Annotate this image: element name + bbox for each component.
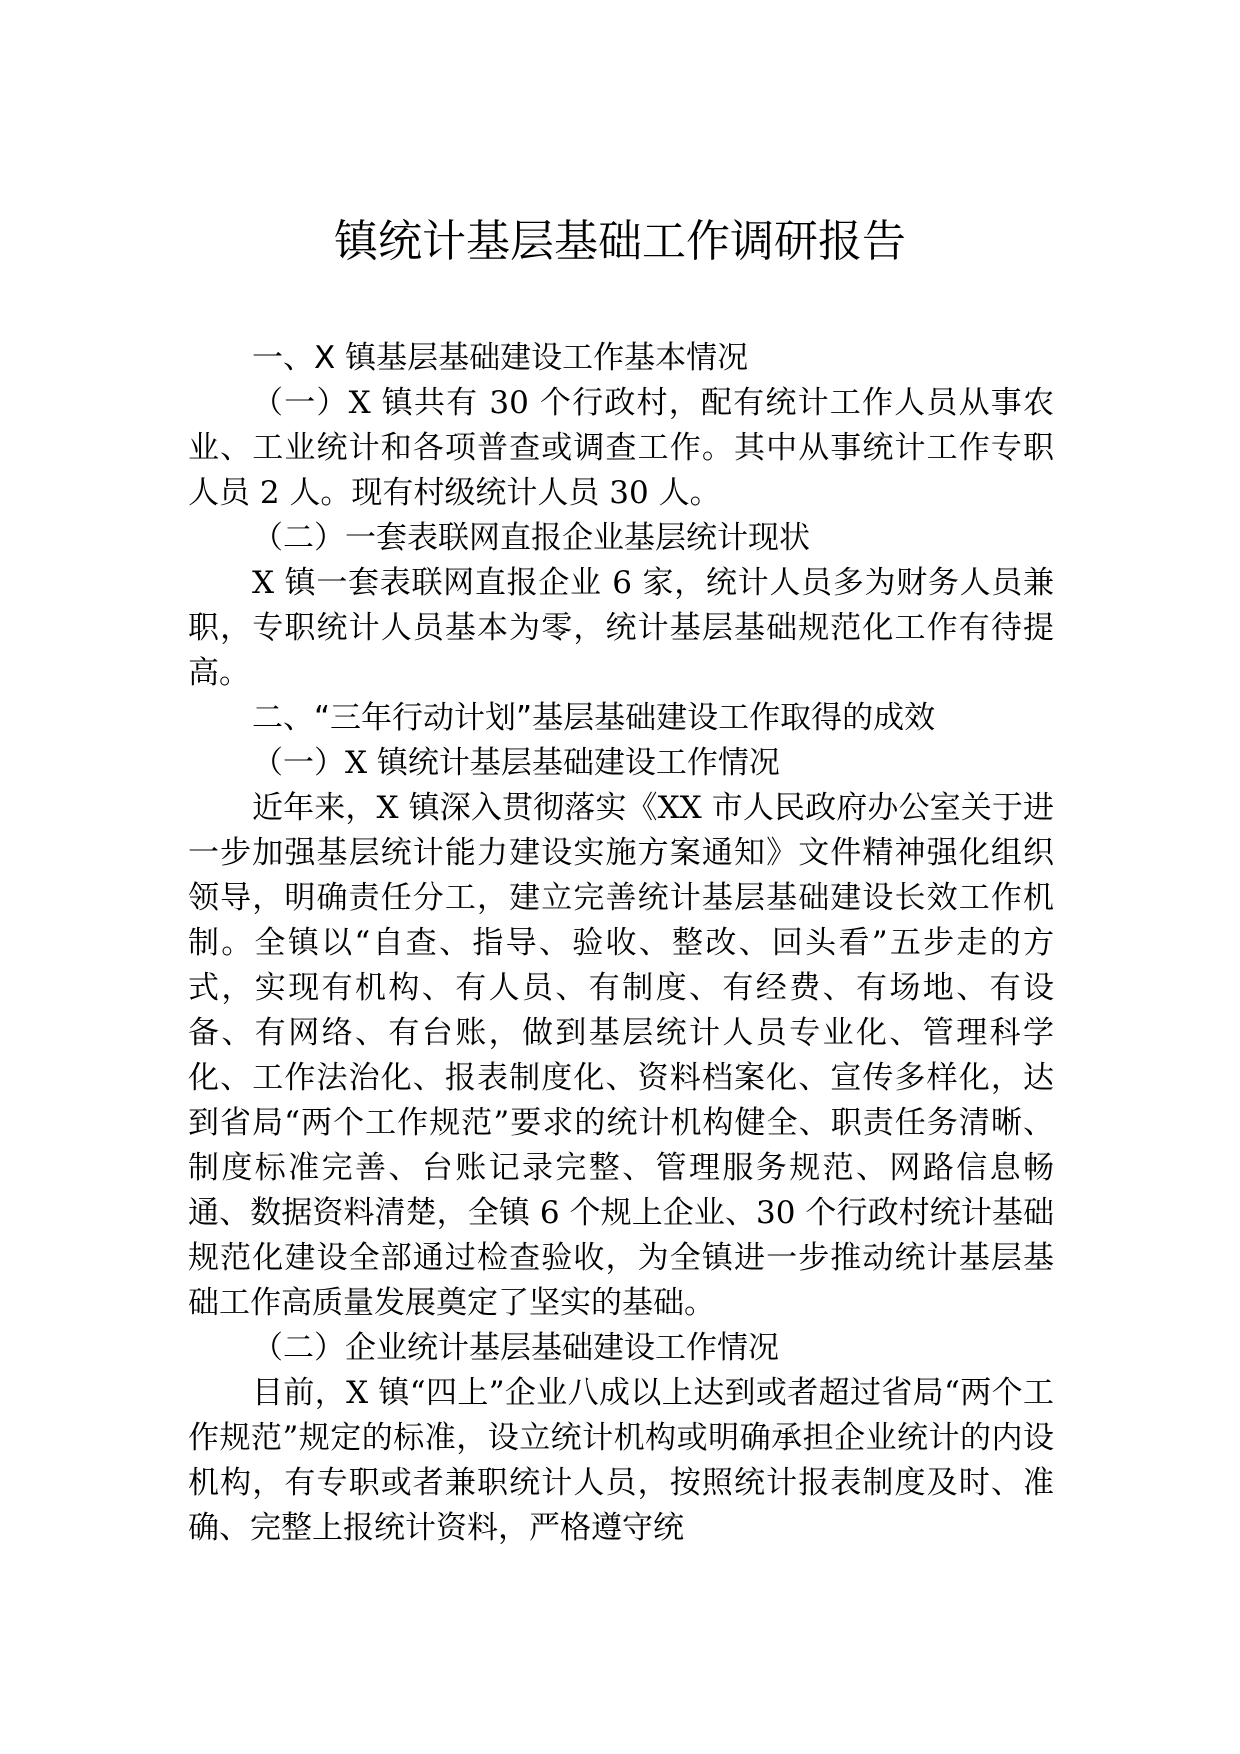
subsection-heading: （二）一套表联网直报企业基层统计现状 [252, 520, 810, 556]
subsection-heading: （一）X 镇统计基层基础建设工作情况 [252, 745, 780, 781]
section-heading: 二、“三年行动计划”基层基础建设工作取得的成效 [252, 700, 936, 736]
subsection-heading: （二）企业统计基层基础建设工作情况 [252, 1330, 779, 1366]
section-heading: 一、X 镇基层基础建设工作基本情况 [252, 340, 749, 376]
document-title: 镇统计基层基础工作调研报告 [334, 216, 906, 267]
paragraph: 近年来，X 镇深入贯彻落实《XX 市人民政府办公室关于进一步加强基层统计能力建设实施方案通知》文件精神强化组织领导，明确责任分工，建立完善统计基层基础建设长效工作机制。全镇以“自查、指导、验收、整改、回头看”五步走的方式，实现有机构、有人员、有制度、有经费、有场地、有设备、有网络、有台账，做到基层统计人员专业化、管理科学化、工作法治化、报表制度化、资料档案化、宣传多样化，达到省局“两个工作规范”要求的统计机构健全、职责任务清晰、制度标准完善、台账记录完整、管理服务规范、网路信息畅通、数据资料清楚，全镇 6 个规上企业、30 个行政村统计基础规范化建设全部通过检查验收，为全镇进一步推动统计基层基础工作高质量发展奠定了坚实的基础。 [188, 790, 1054, 1321]
paragraph: （一）X 镇共有 30 个行政村，配有统计工作人员从事农业、工业统计和各项普查或调查工作。其中从事统计工作专职人员 2 人。现有村级统计人员 30 人。 [188, 385, 1054, 511]
document-body [188, 336, 1054, 1551]
paragraph: 目前，X 镇“四上”企业八成以上达到或者超过省局“两个工作规范”规定的标准，设立统计机构或明确承担企业统计的内设机构，有专职或者兼职统计人员，按照统计报表制度及时、准确、完整上报统计资料，严格遵守统 [188, 1375, 1054, 1546]
paragraph: X 镇一套表联网直报企业 6 家，统计人员多为财务人员兼职，专职统计人员基本为零，统计基层基础规范化工作有待提高。 [188, 565, 1054, 691]
